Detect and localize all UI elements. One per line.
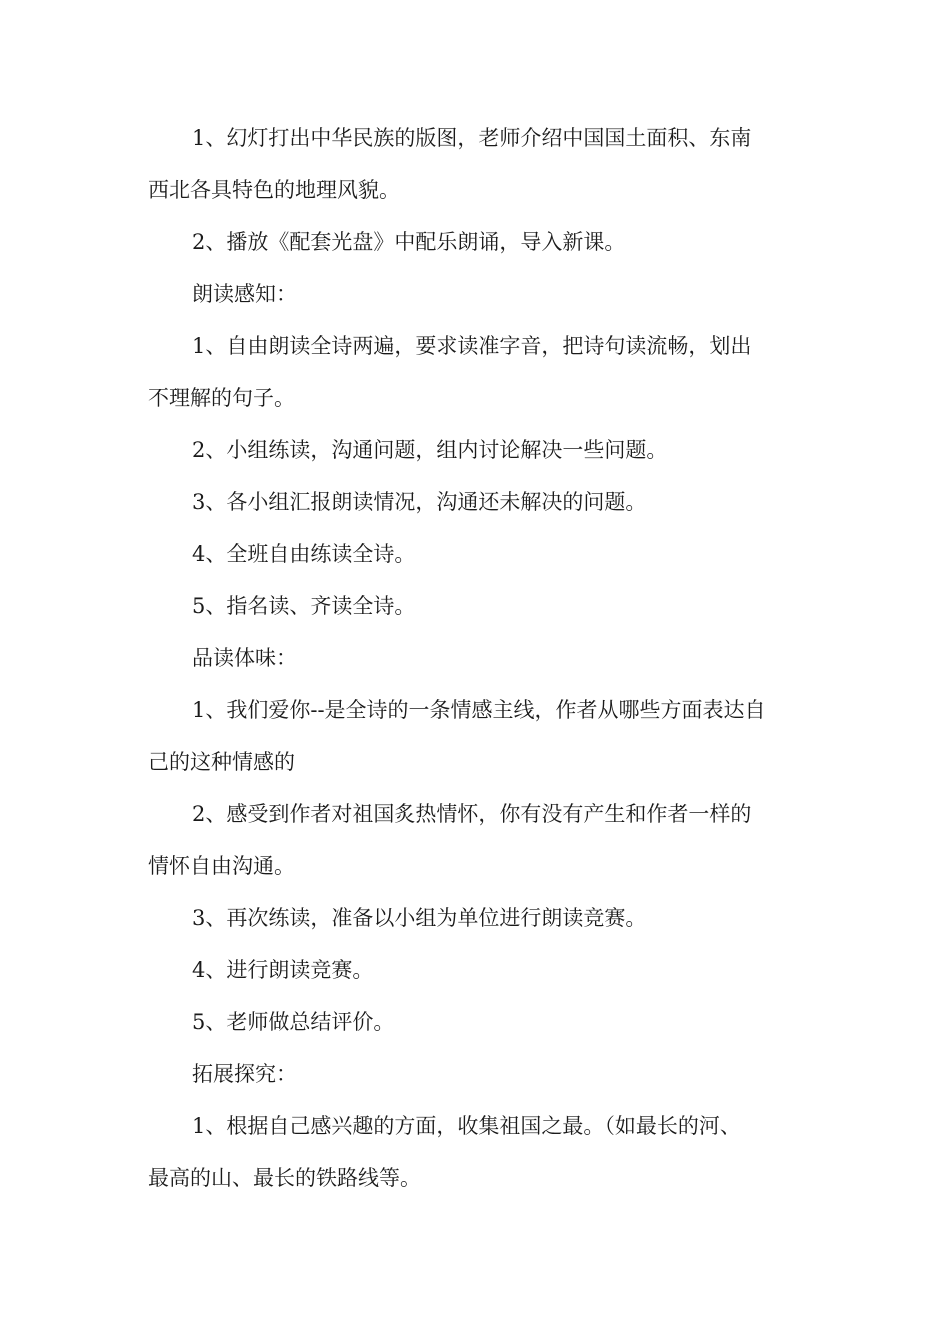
paragraph-line: 3、再次练读，准备以小组为单位进行朗读竞赛。 [192,906,647,930]
paragraph-line: 3、各小组汇报朗读情况，沟通还未解决的问题。 [192,490,647,514]
section-heading: 朗读感知： [192,282,297,306]
paragraph-line: 5、指名读、齐读全诗。 [192,594,416,618]
paragraph-line: 2、感受到作者对祖国炙热情怀，你有没有产生和作者一样的 [192,802,752,826]
paragraph-line: 4、进行朗读竞赛。 [192,958,374,982]
paragraph-line: 不理解的句子。 [148,386,295,410]
paragraph-line: 1、幻灯打出中华民族的版图，老师介绍中国国土面积、东南 [192,126,752,150]
paragraph-line: 情怀自由沟通。 [148,854,295,878]
document-body [148,112,808,1204]
section-heading: 拓展探究： [192,1062,297,1086]
paragraph-line: 最高的山、最长的铁路线等。 [148,1166,421,1190]
paragraph-line: 4、全班自由练读全诗。 [192,542,416,566]
paragraph-line: 1、根据自己感兴趣的方面，收集祖国之最。（如最长的河、 [192,1114,741,1138]
paragraph-line: 5、老师做总结评价。 [192,1010,395,1034]
paragraph-line: 己的这种情感的 [148,750,295,774]
paragraph-line: 1、我们爱你--是全诗的一条情感主线，作者从哪些方面表达自 [192,698,766,722]
paragraph-line: 2、播放《配套光盘》中配乐朗诵，导入新课。 [192,230,626,254]
paragraph-line: 1、自由朗读全诗两遍，要求读准字音，把诗句读流畅，划出 [192,334,752,358]
paragraph-line: 2、小组练读，沟通问题，组内讨论解决一些问题。 [192,438,668,462]
paragraph-line: 西北各具特色的地理风貌。 [148,178,400,202]
section-heading: 品读体味： [192,646,297,670]
